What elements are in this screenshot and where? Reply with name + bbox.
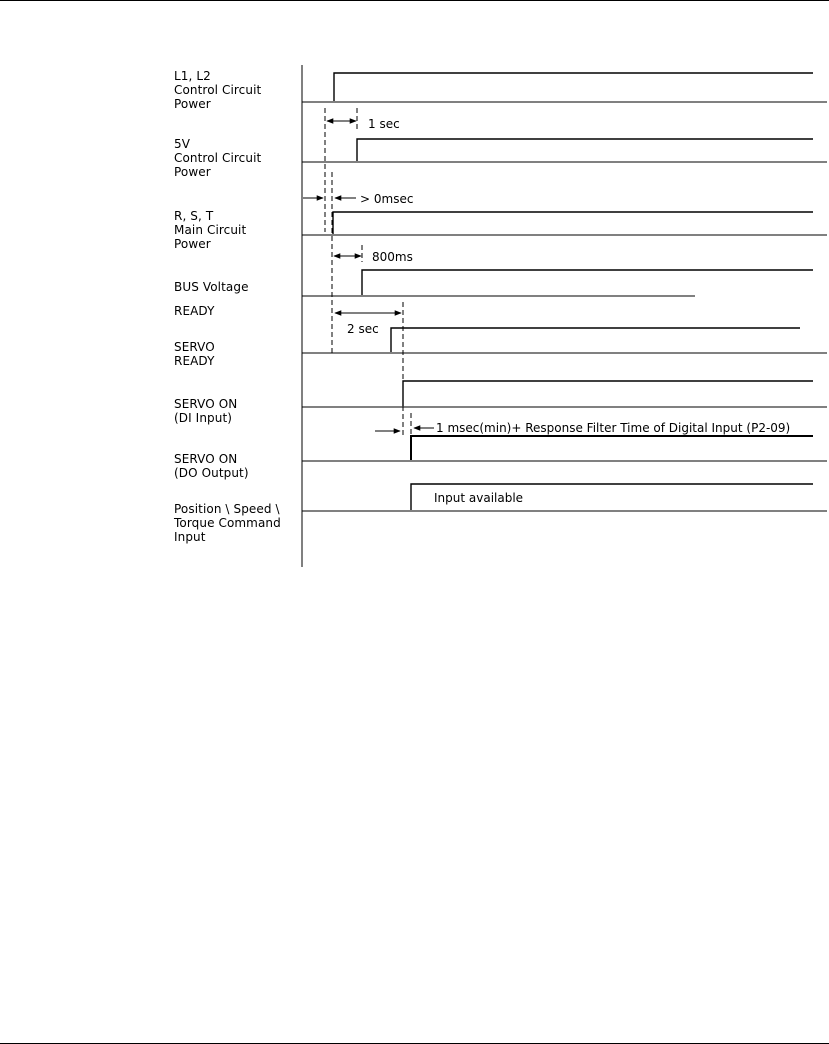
waveform-bus-voltage [362,270,813,295]
annotation-1sec: 1 sec [368,117,400,131]
label-servo-ready: SERVO READY [174,340,215,368]
annotation-2sec: 2 sec [347,322,379,336]
waveform-servo-on-do [411,436,813,460]
label-command-input: Position \ Speed \ Torque Command Input [174,502,281,544]
label-servo-on-di: SERVO ON (DI Input) [174,397,238,425]
annotation-input-available: Input available [434,491,524,505]
waveform-servo-ready [391,328,800,352]
label-bus-voltage: BUS Voltage [174,280,249,294]
waveform-servo-on-di [403,381,813,406]
annotation-0msec: > 0msec [360,192,414,206]
waveform-rst-main-power [333,212,813,234]
row-separators [302,102,827,511]
timing-guides [325,108,414,440]
waveforms [333,73,813,510]
waveform-5v-power [357,139,813,161]
label-l1l2-power: L1, L2 Control Circuit Power [174,69,262,111]
label-5v-power: 5V Control Circuit Power [174,137,262,179]
annotation-1msec: 1 msec(min)+ Response Filter Time of Digital Input (P2-09) [436,421,791,435]
label-ready: READY [174,304,215,318]
label-servo-on-do: SERVO ON (DO Output) [174,452,249,480]
timing-arrows [303,121,434,431]
annotation-800ms: 800ms [372,250,413,264]
waveform-l1l2-power [334,73,813,101]
label-rst-main-power: R, S, T Main Circuit Power [174,209,247,251]
